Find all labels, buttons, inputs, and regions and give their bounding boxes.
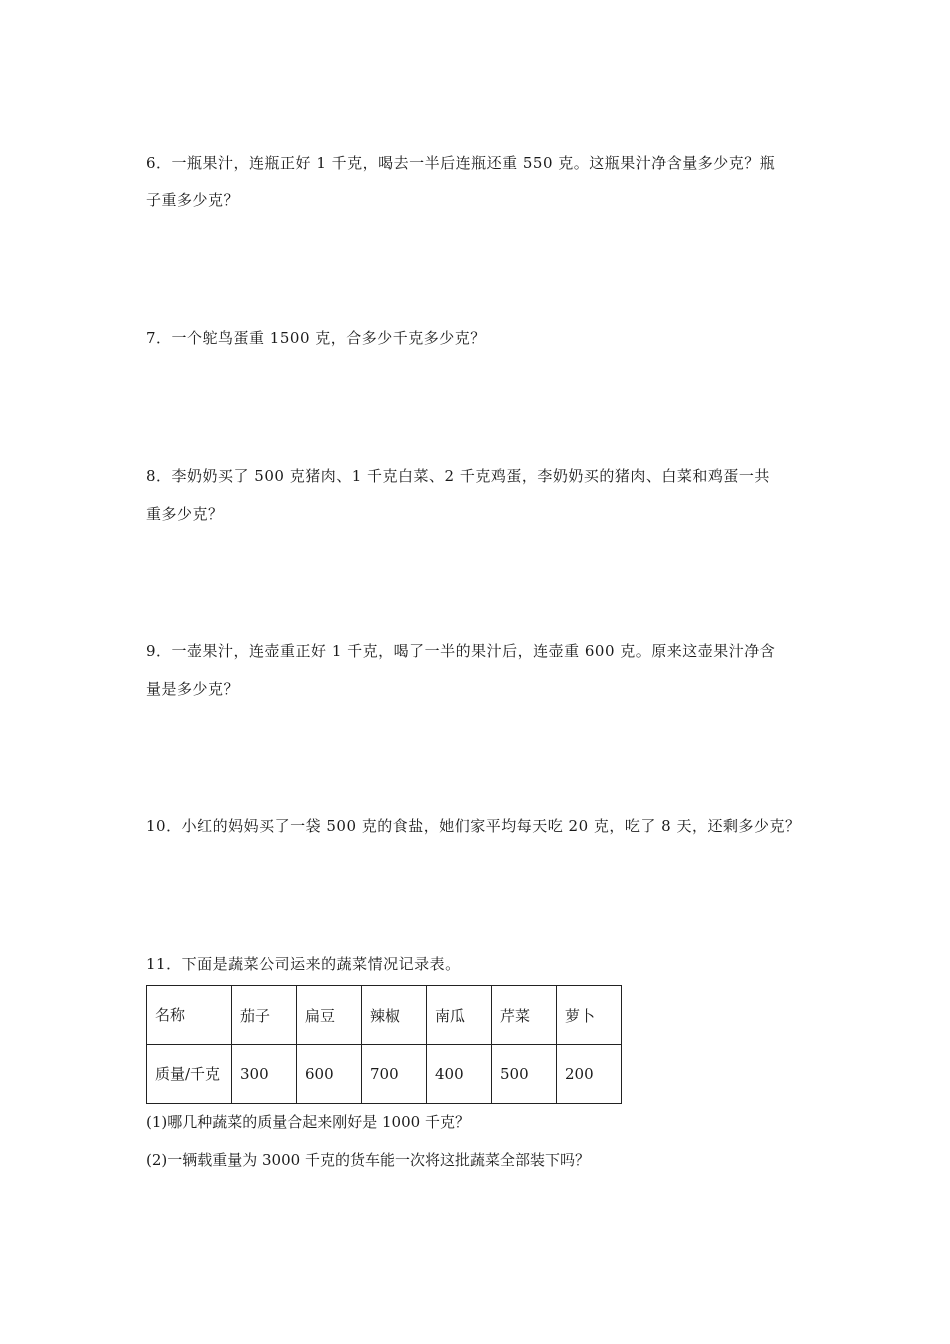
table-cell-radish: 萝卜	[557, 986, 622, 1045]
question-6-line-1: 6．一瓶果汁，连瓶正好 1 千克，喝去一半后连瓶还重 550 克。这瓶果汁净含量多少克？瓶	[146, 154, 776, 172]
table-cell-pumpkin: 南瓜	[427, 986, 492, 1045]
table-cell-celery: 芹菜	[492, 986, 557, 1045]
table-cell-name-header: 名称	[147, 986, 232, 1045]
table-cell-value: 400	[427, 1045, 492, 1104]
table-cell-mass-header: 质量/千克	[147, 1045, 232, 1104]
table-cell-value: 700	[362, 1045, 427, 1104]
table-header-row	[147, 986, 622, 1045]
table-cell-eggplant: 茄子	[232, 986, 297, 1045]
question-9-line-1: 9．一壶果汁，连壶重正好 1 千克，喝了一半的果汁后，连壶重 600 克。原来这壶果汁净含	[146, 642, 776, 660]
table-cell-chili: 辣椒	[362, 986, 427, 1045]
table-cell-value: 300	[232, 1045, 297, 1104]
table-row	[147, 1045, 622, 1104]
question-6-line-2: 子重多少克？	[146, 191, 240, 209]
question-8-line-2: 重多少克？	[146, 505, 224, 523]
table-cell-value: 500	[492, 1045, 557, 1104]
question-11-sub-1: (1)哪几种蔬菜的质量合起来刚好是 1000 千克？	[146, 1113, 470, 1131]
vegetable-record-table	[146, 985, 622, 1104]
question-11-line-1: 11．下面是蔬菜公司运来的蔬菜情况记录表。	[146, 955, 461, 973]
question-9-line-2: 量是多少克？	[146, 680, 240, 698]
question-11-sub-2: (2)一辆载重量为 3000 千克的货车能一次将这批蔬菜全部装下吗？	[146, 1151, 590, 1169]
question-8-line-1: 8．李奶奶买了 500 克猪肉、1 千克白菜、2 千克鸡蛋，李奶奶买的猪肉、白菜和鸡蛋一共	[146, 467, 770, 485]
question-10-line-1: 10．小红的妈妈买了一袋 500 克的食盐，她们家平均每天吃 20 克，吃了 8 天，还剩多少克？	[146, 817, 801, 835]
table-cell-value: 600	[297, 1045, 362, 1104]
question-7-line-1: 7．一个鸵鸟蛋重 1500 克，合多少千克多少克？	[146, 329, 486, 347]
table-cell-value: 200	[557, 1045, 622, 1104]
table-cell-lentil: 扁豆	[297, 986, 362, 1045]
